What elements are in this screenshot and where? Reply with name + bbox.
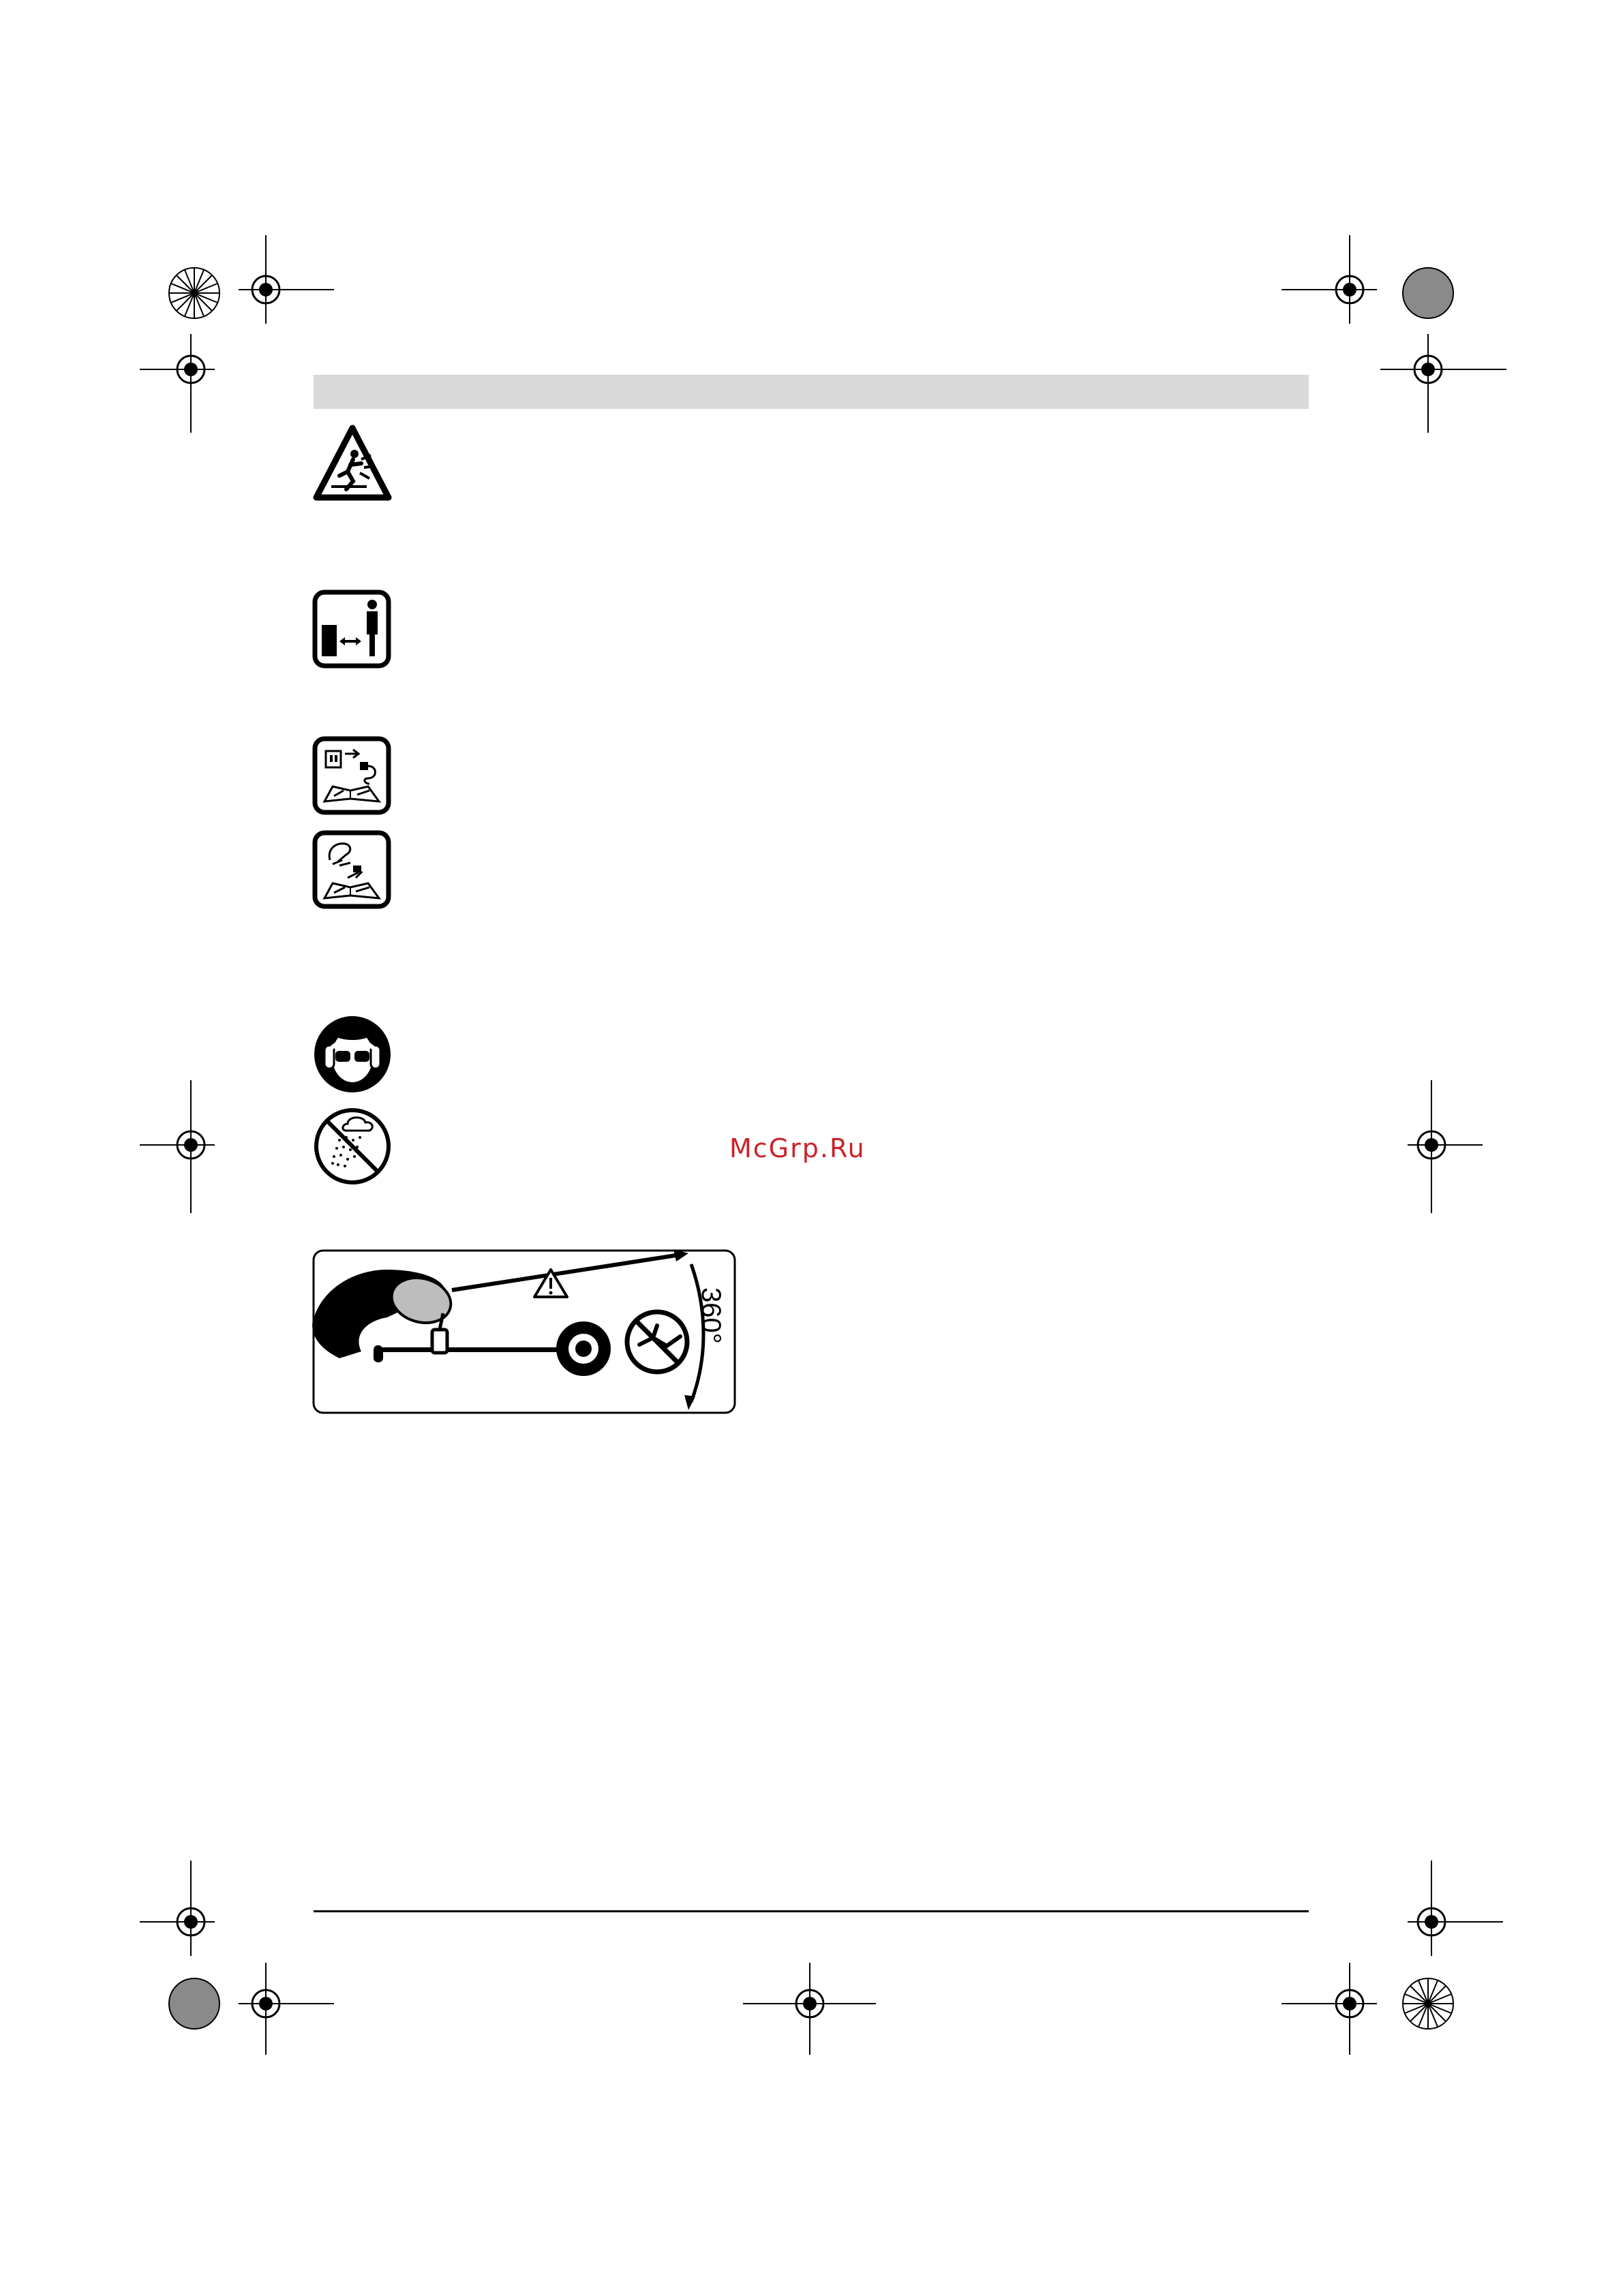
footer-rule bbox=[314, 1910, 1309, 1912]
registration-mark-crosshair-icon bbox=[140, 334, 242, 436]
thrown-objects-warning-icon bbox=[312, 424, 393, 503]
registration-mark-crosshair-icon bbox=[1380, 334, 1510, 436]
wear-eye-ear-protection-icon bbox=[312, 1014, 393, 1095]
watermark-text: McGrp.Ru bbox=[729, 1133, 866, 1163]
registration-mark-crosshair-icon bbox=[232, 235, 334, 344]
registration-starburst-icon bbox=[167, 266, 222, 320]
unplug-before-maintenance-icon bbox=[312, 736, 391, 815]
registration-gray-disc-icon bbox=[167, 1976, 222, 2031]
registration-mark-crosshair-icon bbox=[232, 1949, 334, 2058]
unplug-if-cable-damaged-icon bbox=[312, 830, 391, 909]
registration-mark-crosshair-icon bbox=[1281, 235, 1384, 344]
trimmer-rotation-warning-icon bbox=[312, 1249, 736, 1414]
keep-bystanders-away-icon bbox=[312, 590, 391, 669]
do-not-expose-to-rain-icon bbox=[312, 1106, 393, 1187]
registration-mark-crosshair-icon bbox=[1281, 1949, 1384, 2058]
registration-gray-disc-icon bbox=[1401, 266, 1455, 320]
registration-starburst-icon bbox=[1401, 1976, 1455, 2031]
header-bar bbox=[314, 375, 1309, 409]
registration-mark-crosshair-icon bbox=[140, 1854, 242, 1963]
rotation-angle-label: 360° bbox=[696, 1287, 726, 1344]
registration-mark-crosshair-icon bbox=[1380, 1854, 1510, 1963]
registration-mark-crosshair-icon bbox=[743, 1949, 879, 2058]
registration-mark-crosshair-icon bbox=[140, 1077, 242, 1213]
registration-mark-crosshair-icon bbox=[1380, 1077, 1483, 1213]
